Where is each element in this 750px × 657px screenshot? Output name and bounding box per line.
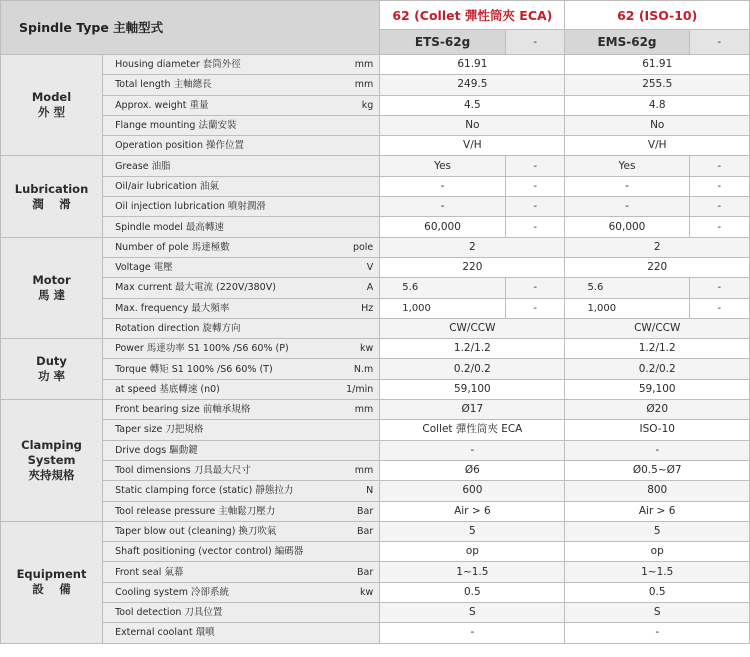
row-label: Front bearing size 前軸承規格 [103,400,347,420]
model-b-code: EMS-62g [565,30,689,55]
row-unit: Bar [346,501,380,521]
value-b: op [565,542,750,562]
value-a-alt: - [505,298,565,318]
row-unit: kg [346,95,380,115]
category-motor-label: Motor 馬 達 [32,272,71,302]
value-a: CW/CCW [380,318,565,338]
value-b: Air > 6 [565,501,750,521]
category-lubrication [1,156,103,237]
row-unit: kw [346,582,380,602]
row-unit: mm [346,400,380,420]
row-unit: Hz [346,298,380,318]
row-label: Tool detection 刀具位置 [103,603,347,623]
value-a: 2 [380,237,565,257]
value-a: 249.5 [380,75,565,95]
value-a-alt: - [505,176,565,196]
row-label: Taper size 刀把規格 [103,420,347,440]
row-unit [346,440,380,460]
value-b: 1~1.5 [565,562,750,582]
value-a: op [380,542,565,562]
value-b-alt: - [689,197,749,217]
value-a: - [380,197,506,217]
value-a-alt: - [505,156,565,176]
row-label: Shaft positioning (vector control) 編碼器 [103,542,347,562]
category-lubrication-label: Lubrication 潤 滑 [14,181,89,211]
value-a: - [380,440,565,460]
model-b-code-dash: - [689,30,749,55]
value-b: 59,100 [565,379,750,399]
value-b: 0.5 [565,582,750,602]
value-a: 0.2/0.2 [380,359,565,379]
value-b: 220 [565,257,750,277]
row-unit: mm [346,75,380,95]
value-b-alt: - [689,176,749,196]
value-b: S [565,603,750,623]
value-a: 5 [380,521,565,541]
value-a: 1~1.5 [380,562,565,582]
row-unit [346,542,380,562]
value-a: V/H [380,136,565,156]
value-a: Ø17 [380,400,565,420]
row-unit [346,136,380,156]
model-a-header: 62 (Collet 彈性筒夾 ECA) [380,1,565,30]
value-b: 2 [565,237,750,257]
row-label: Static clamping force (static) 靜態拉力 [103,481,347,501]
row-label: Spindle model 最高轉速 [103,217,380,237]
value-a-alt: - [505,278,565,298]
row-label: Oil/air lubrication 油氣 [103,176,380,196]
model-b-header: 62 (ISO-10) [565,1,750,30]
row-label: Grease 油脂 [103,156,380,176]
row-unit: V [346,257,380,277]
row-label: Rotation direction 旋轉方向 [103,318,347,338]
row-label: Taper blow out (cleaning) 換刀吹氣 [103,521,347,541]
row-label: Number of pole 馬達極數 [103,237,347,257]
value-a: No [380,115,565,135]
row-unit: A [346,278,380,298]
value-b: 60,000 [565,217,689,237]
row-label: Front seal 氣幕 [103,562,347,582]
row-label: Tool dimensions 刀具最大尺寸 [103,460,347,480]
value-b: 4.8 [565,95,750,115]
value-a: 600 [380,481,565,501]
row-label: Max current 最大電流 (220V/380V) [103,278,347,298]
model-a-code-dash: - [505,30,565,55]
value-b: Yes [565,156,689,176]
row-label: Drive dogs 驅動鍵 [103,440,347,460]
value-a: 1,000 [380,298,506,318]
value-b: No [565,115,750,135]
value-a: 220 [380,257,565,277]
value-b-alt: - [689,156,749,176]
value-a: - [380,623,565,643]
value-b: - [565,623,750,643]
value-a: - [380,176,506,196]
row-label: Total length 主軸總長 [103,75,347,95]
value-a: 60,000 [380,217,506,237]
value-a-alt: - [505,197,565,217]
row-unit [346,318,380,338]
category-equipment-label: Equipment 設 備 [16,567,87,597]
value-a: Ø6 [380,460,565,480]
row-label: External coolant 環噴 [103,623,347,643]
category-model-label: Model 外 型 [31,90,72,120]
category-model [1,55,103,156]
row-unit: pole [346,237,380,257]
value-a: 4.5 [380,95,565,115]
value-b: V/H [565,136,750,156]
category-duty [1,339,103,400]
row-unit [346,420,380,440]
row-label: Power 馬達功率 S1 100% /S6 60% (P) [103,339,347,359]
row-label: Voltage 電壓 [103,257,347,277]
value-b: ISO-10 [565,420,750,440]
table-title: Spindle Type 主軸型式 [1,1,380,55]
row-label: Oil injection lubrication 噴射潤滑 [103,197,380,217]
category-clamping [1,400,103,522]
row-label: Approx. weight 重量 [103,95,347,115]
category-motor [1,237,103,338]
row-label: Tool release pressure 主軸鬆刀壓力 [103,501,347,521]
row-unit: Bar [346,521,380,541]
value-b: 5.6 [565,278,689,298]
row-label: at speed 基底轉速 (n0) [103,379,347,399]
value-a: 0.5 [380,582,565,602]
row-label: Cooling system 冷卻系統 [103,582,347,602]
row-unit: kw [346,339,380,359]
value-b: 255.5 [565,75,750,95]
value-b: Ø20 [565,400,750,420]
category-duty-label: Duty 功 率 [36,354,67,384]
category-clamping-label: Clamping System 夾持規格 [21,437,82,482]
value-b: - [565,197,689,217]
row-unit: N.m [346,359,380,379]
value-a: 59,100 [380,379,565,399]
row-unit [346,603,380,623]
value-a: 5.6 [380,278,506,298]
row-unit: Bar [346,562,380,582]
value-a-alt: - [505,217,565,237]
row-unit: mm [346,460,380,480]
value-a: S [380,603,565,623]
value-b: Ø0.5~Ø7 [565,460,750,480]
value-a: Collet 彈性筒夾 ECA [380,420,565,440]
value-a: 1.2/1.2 [380,339,565,359]
row-label: Max. frequency 最大頻率 [103,298,347,318]
value-b-alt: - [689,298,749,318]
row-unit: 1/min [346,379,380,399]
value-b-alt: - [689,217,749,237]
row-unit [346,115,380,135]
model-a-code: ETS-62g [380,30,506,55]
category-equipment [1,521,103,643]
row-label: Operation position 操作位置 [103,136,347,156]
row-unit: N [346,481,380,501]
row-label: Housing diameter 套筒外徑 [103,55,347,75]
value-b: 800 [565,481,750,501]
row-label: Flange mounting 法蘭安裝 [103,115,347,135]
row-label: Torque 轉矩 S1 100% /S6 60% (T) [103,359,347,379]
value-b: 1.2/1.2 [565,339,750,359]
row-unit [346,623,380,643]
value-b: 0.2/0.2 [565,359,750,379]
value-b: - [565,176,689,196]
value-b-alt: - [689,278,749,298]
value-b: - [565,440,750,460]
value-a: Air > 6 [380,501,565,521]
value-b: 5 [565,521,750,541]
value-b: 1,000 [565,298,689,318]
value-b: 61.91 [565,55,750,75]
value-a: 61.91 [380,55,565,75]
row-unit: mm [346,55,380,75]
value-b: CW/CCW [565,318,750,338]
value-a: Yes [380,156,506,176]
